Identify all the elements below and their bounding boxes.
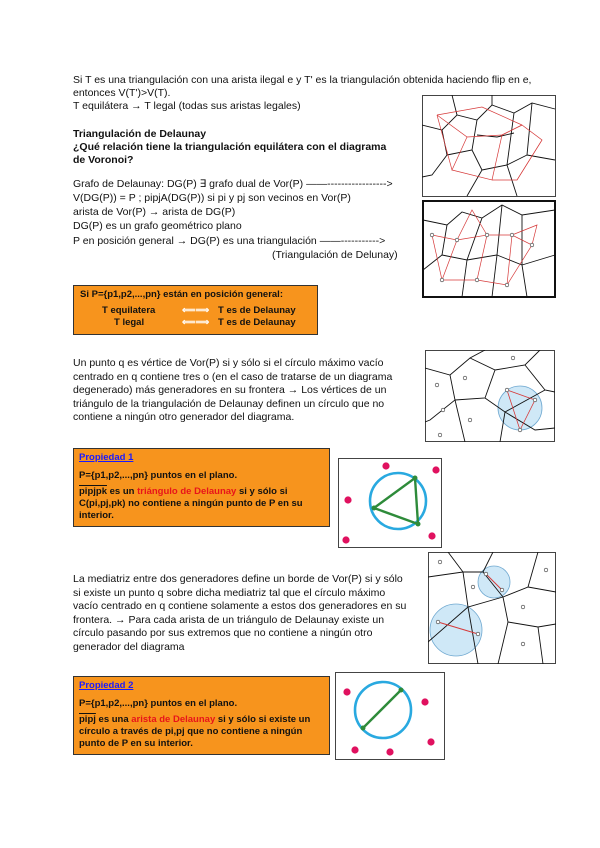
triangle-symbol: pipjpk <box>79 486 107 497</box>
delaunay-triangle-term: triángulo de Delaunay <box>137 486 237 497</box>
equivalence-arrow-1: ⟸⟹ <box>182 305 210 316</box>
def-line-3: arista de Vor(P) → arista de DG(P) <box>73 206 236 218</box>
intro-line-3: T equilátera → T legal (todas sus aristas legales) <box>73 100 301 112</box>
def-line-4: DG(P) es un grafo geométrico plano <box>73 220 242 232</box>
def-line-2: V(DG(P)) = P ; pipjA(DG(P)) si pi y pj son vecinos en Vor(P) <box>73 192 351 204</box>
edge-symbol: pipj <box>79 714 96 725</box>
property-2-box <box>73 676 330 755</box>
property-1-title: Propiedad 1 <box>79 452 134 463</box>
property-1-text-a: es un <box>106 486 138 497</box>
question-line-2: de Voronoi? <box>73 154 134 166</box>
def-line-1: Grafo de Delaunay: DG(P) ∃ grafo dual de Vor(P) ——-----------------> <box>73 178 393 190</box>
box-title: Si P={p1,p2,...,pn} están en posición general: <box>80 289 283 300</box>
property-2-title: Propiedad 2 <box>79 680 134 691</box>
intro-line-2: entonces V(T')>V(T). <box>73 87 171 99</box>
row2-right: T es de Delaunay <box>218 317 296 328</box>
empty-circle-triangle-figure <box>338 458 442 548</box>
bisector-paragraph: La mediatriz entre dos generadores define un borde de Vor(P) si y sólo si existe un punto q sobre dicha mediatriz tal que el círculo máximo vacío centrado en q contiene solamente a estos dos generadores en su frontera. → Para cada arista de un triángulo de Delaunay existe un círculo pasando por sus extremos que no contiene a ningún otro generador del diagrama <box>73 573 407 653</box>
equivalence-arrow-2: ⟸⟹ <box>182 317 210 328</box>
empty-circle-edge-figure <box>335 672 445 760</box>
section-heading: Triangulación de Delaunay <box>73 128 207 140</box>
box-row-1 <box>80 305 311 317</box>
property-1-line-3: C(pi,pj,pk) no contiene a ningún punto de P en su interior. <box>79 498 303 521</box>
property-1-text-b: si y sólo si <box>236 486 288 497</box>
general-position-box <box>73 285 318 335</box>
def-line-5: P en posición general → DG(P) es una triangulación ——-----------> <box>73 235 386 247</box>
voronoi-delaunay-figure-1 <box>422 95 556 197</box>
row2-left: T legal <box>114 317 145 328</box>
delaunay-edge-term: arista de Delaunay <box>131 714 216 725</box>
voronoi-two-circles-figure <box>428 552 556 664</box>
property-1-line-1: P={p1,p2,...,pn} puntos en el plano. <box>79 470 238 481</box>
property-2-text-a: es una <box>95 714 132 725</box>
row1-left: T equilatera <box>102 305 156 316</box>
intro-line-1: Si T es una triangulación con una arista ilegal e y T' es la triangulación obtenida haciendo flip en e, <box>73 74 532 86</box>
voronoi-empty-circle-figure <box>425 350 555 442</box>
box-row-2 <box>80 317 311 329</box>
vertex-paragraph: Un punto q es vértice de Vor(P) si y sólo si el círculo máximo vacío centrado en q contiene tres o (en el caso de tratarse de un diagrama degenerado) más generadores en su frontera → Los vértices de un triángulo de la triangulación de Delaunay definen un círculo que no contiene a ningún otro generador del diagrama. <box>73 357 393 423</box>
voronoi-delaunay-figure-2 <box>422 200 556 298</box>
property-1-box <box>73 448 330 527</box>
question-line-1: ¿Qué relación tiene la triangulación equilátera con el diagrama <box>73 141 387 153</box>
property-2-line-3: círculo a través de pi,pj que no contiene a ningún punto de P en su interior. <box>79 726 303 749</box>
def-line-6: (Triangulación de Delunay) <box>272 249 398 261</box>
property-2-line-2 <box>79 714 324 726</box>
property-1-line-2 <box>79 486 324 498</box>
property-2-line-1: P={p1,p2,...,pn} puntos en el plano. <box>79 698 238 709</box>
property-2-text-b: si y sólo si existe un <box>215 714 311 725</box>
row1-right: T es de Delaunay <box>218 305 296 316</box>
